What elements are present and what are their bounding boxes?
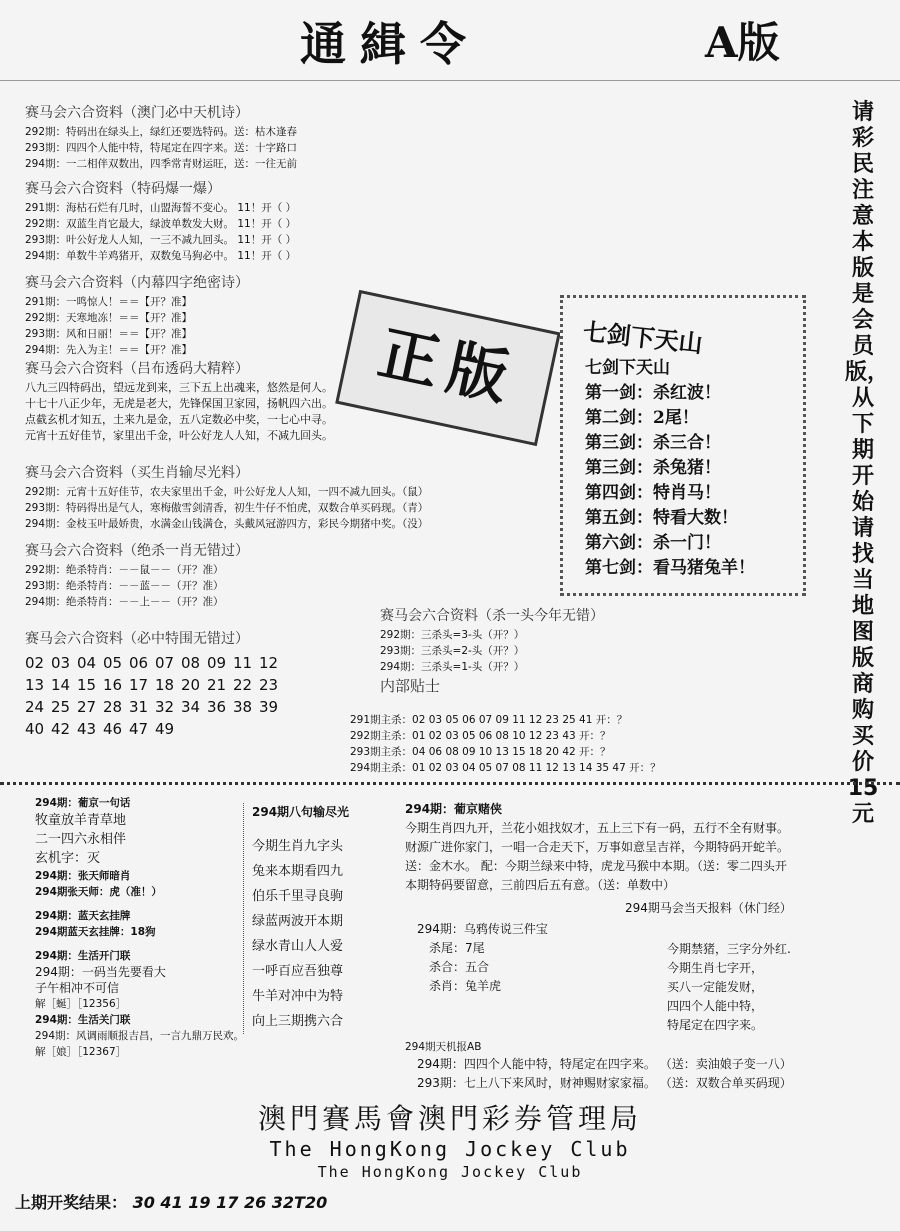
page-title: 通緝令: [300, 17, 480, 71]
special-number: 08: [181, 654, 201, 672]
seven-swords-box: [560, 295, 806, 596]
eight-lines-title: 294期八句输尽光: [252, 805, 350, 819]
section-line: 293期：绝杀特肖：－－蓝－－（开？准）: [25, 580, 224, 592]
xiu-line: 买八一定能发财，: [667, 980, 764, 994]
last-draw-result: [15, 1190, 327, 1213]
special-number: 06: [129, 654, 149, 672]
section-divider: [0, 782, 900, 785]
special-number: 18: [155, 676, 175, 694]
special-number: 40: [25, 720, 45, 738]
special-number: 23: [259, 676, 279, 694]
section-line: 292期：双蓝生肖它最大，绿波单数发大财。 11！开（ ）: [25, 218, 297, 230]
number-row: [25, 696, 325, 718]
edition-label: A版: [705, 18, 780, 67]
left-column-line: 294期：生活开门联: [35, 950, 131, 962]
section-line: 291期：一鸣惊人！＝＝【开？准】: [25, 296, 193, 308]
special-number: 21: [207, 676, 227, 694]
xiu-line: 今期生肖七字开，: [667, 961, 764, 975]
special-number: 12: [259, 654, 279, 672]
info-section: [25, 178, 545, 264]
sword-item: 第一剑：杀红波！: [585, 383, 721, 403]
section-line: 294期：绝杀特肖：－－上－－（开？准）: [25, 596, 224, 608]
sword-item: 第五剑：特看大数！: [585, 508, 738, 528]
result-label: 上期开奖结果：: [15, 1193, 128, 1212]
section-title: 赛马会六合资料（澳门必中天机诗）: [25, 105, 249, 121]
kill-head-line: 294期：三杀头=1-头（开？）: [380, 661, 525, 673]
xiu-line: 四四个人能中特，: [667, 999, 764, 1013]
section-line: 292期：元宵十五好佳节，农夫家里出千金，叶公好龙人人知，一四不减九回头。（鼠）: [25, 486, 429, 498]
middle-column: [243, 803, 412, 1034]
gambler-line: 本期特码要留意，三前四后五有意。（送：单数中）: [405, 878, 676, 892]
special-number: 13: [25, 676, 45, 694]
section-line: 293期：风和日丽！＝＝【开？准】: [25, 328, 193, 340]
section-line: 294期：先入为主！＝＝【开？准】: [25, 344, 193, 356]
special-number: 20: [181, 676, 201, 694]
section-line: 293期：叶公好龙人人知，一三不减九回头。 11！开（ ）: [25, 234, 297, 246]
special-number: 43: [77, 720, 97, 738]
poem-line: 今期生肖九字头: [252, 839, 344, 854]
poem-line: 绿蓝两波开本期: [252, 914, 344, 929]
special-number: 31: [129, 698, 149, 716]
seven-swords-list: [585, 356, 755, 581]
left-column-line: [35, 940, 245, 948]
section-line: 八九三四特码出，望远龙到来，三下五上出魂来，悠然是何人。: [25, 381, 333, 394]
footer-english-name: The HongKong Jockey Club: [269, 1137, 631, 1161]
left-column-line: 牧童放羊青草地: [35, 813, 127, 828]
special-number: 04: [77, 654, 97, 672]
section-title: 赛马会六合资料（吕布透码大精粹）: [25, 361, 249, 377]
section-line: 294期：金枝玉叶最娇贵，水满金山钱满仓，头戴风冠游四方，彩民今期猪中奖。（没）: [25, 518, 429, 530]
section-title: 赛马会六合资料（内幕四字绝密诗）: [25, 275, 249, 291]
special-number: 42: [51, 720, 71, 738]
special-number: 47: [129, 720, 149, 738]
sword-item: 第三剑：杀兔猪！: [585, 458, 721, 478]
section-line: 292期：特码出在绿头上，绿红还要选特码。送：枯木逢春: [25, 126, 298, 138]
sword-item: 第六剑：杀一门！: [585, 533, 721, 553]
poem-line: 一呼百应吾独尊: [252, 964, 344, 979]
crow-line: 杀合：五合: [429, 960, 490, 974]
tianji-title: 294期天机报AB: [405, 1041, 482, 1053]
section-title: 赛马会六合资料（绝杀一肖无错过）: [25, 543, 249, 559]
gambler-line: 财源广进你家门，一唱一合走天下，万事如意呈吉祥，今期特码开蛇羊。: [405, 840, 790, 854]
left-column-line: 294期：蓝天玄挂牌: [35, 910, 131, 922]
left-column-line: 294期：风调雨顺报吉昌，一言九鼎万民欢。: [35, 1030, 245, 1042]
kill-head-line: 293期：三杀头=2-头（开？）: [380, 645, 525, 657]
section-line: 293期：四四个人能中特，特尾定在四字来。送：十字路口: [25, 142, 298, 154]
special-number: 03: [51, 654, 71, 672]
crow-title: 294期：乌鸦传说三件宝: [417, 922, 548, 936]
member-notice: 请彩民注意本版是会员版，从下期开始请找当地图版商购买价15元: [845, 100, 890, 827]
special-number: 11: [233, 654, 253, 672]
special-number: 38: [233, 698, 253, 716]
eight-lines-poem: [252, 834, 412, 1034]
crow-lines: [417, 939, 667, 996]
special-number: 36: [207, 698, 227, 716]
left-column-line: 294期：一码当先要看大: [35, 965, 166, 979]
number-row: [25, 674, 325, 696]
info-section: [25, 540, 545, 610]
special-number: 32: [155, 698, 175, 716]
crow-block: [405, 920, 667, 1035]
section-line: 十七十八正少年，无虎是老大，先锋保国卫家园，扬帆四六出。: [25, 397, 333, 410]
section-line: 294期：单数牛羊鸡猪开，双数兔马狗必中。 11！开（ ）: [25, 250, 297, 262]
special-number: 15: [77, 676, 97, 694]
info-section: [25, 462, 545, 532]
special-number: 39: [259, 698, 279, 716]
section-line: 294期：一二相伴双数出，四季常青财运旺，送：一往无前: [25, 158, 298, 170]
kill-head-section: [380, 605, 680, 698]
kill-head-line: 292期：三杀头=3-头（开？）: [380, 629, 525, 641]
left-column-line: 解［蜒］［12356］: [35, 998, 127, 1010]
xiu-line: 今期禁猪，三字分外红.: [667, 942, 791, 956]
left-column-line: 子午相冲不可信: [35, 981, 120, 995]
left-column-line: 294期：葡京一句话: [35, 797, 131, 809]
footer-english-subname: The HongKong Jockey Club: [317, 1163, 583, 1181]
genuine-stamp: 正版: [335, 290, 561, 446]
result-numbers: 30 41 19 17 26 32T20: [132, 1193, 328, 1212]
special-number: 46: [103, 720, 123, 738]
special-number: 25: [51, 698, 71, 716]
section-title: 赛马会六合资料（必中特围无错过）: [25, 631, 249, 647]
gambler-title: 294期：葡京赌侠: [405, 802, 503, 816]
number-row: [25, 718, 325, 740]
poem-line: 伯乐千里寻良驹: [252, 889, 344, 904]
special-number: 16: [103, 676, 123, 694]
left-column-line: 二一四六永相伴: [35, 832, 127, 847]
special-number: 09: [207, 654, 227, 672]
gambler-lines: [405, 819, 900, 895]
main-kill-line: 293期主杀：04 06 08 09 10 13 15 18 20 42 开：？: [350, 746, 611, 758]
insider-tips-title: 内部贴士: [380, 677, 441, 695]
special-number: 34: [181, 698, 201, 716]
xiu-lines: [667, 920, 791, 1035]
main-kill-line: 292期主杀：01 02 03 05 06 08 10 12 23 43 开：？: [350, 730, 611, 742]
crow-line: 杀肖：兔羊虎: [429, 979, 502, 993]
crow-and-xiu-block: [405, 920, 900, 1035]
special-number: 05: [103, 654, 123, 672]
special-number: 14: [51, 676, 71, 694]
left-column: [35, 795, 245, 1060]
gambler-line: 送：金木水。 配：今期兰绿来中特，虎龙马猴中本期。（送：零二四头开: [405, 859, 787, 873]
left-column-line: 294期：张天师暗肖: [35, 870, 131, 882]
number-row: [25, 652, 325, 674]
section-title: 赛马会六合资料（买生肖输尽光料）: [25, 465, 249, 481]
left-column-line: 294期：生活关门联: [35, 1014, 131, 1026]
main-kill-line: 291期主杀：02 03 05 06 07 09 11 12 23 25 41 开：？: [350, 714, 628, 726]
horse-news-title: 294期马会当天报料（休门经）: [625, 901, 792, 915]
special-number: 27: [77, 698, 97, 716]
left-column-line: 玄机字：灭: [35, 851, 101, 866]
section-line: 元宵十五好佳节，家里出千金，叶公好龙人人知，不减九回头。: [25, 429, 333, 442]
left-column-line: [35, 900, 245, 908]
special-number: 07: [155, 654, 175, 672]
section-line: 292期：天寒地冻！＝＝【开？准】: [25, 312, 193, 324]
left-column-line: 294期张天师：虎（准！）: [35, 886, 162, 898]
special-number: 17: [129, 676, 149, 694]
left-column-line: 294期蓝天玄挂牌：18狗: [35, 926, 156, 938]
main-kill-line: 294期主杀：01 02 03 04 05 07 08 11 12 13 14 35 47 开：？: [350, 762, 661, 774]
right-column: [405, 800, 900, 1093]
tianji-lines: [405, 1055, 900, 1093]
poem-line: 绿水青山人人爱: [252, 939, 344, 954]
footer-chinese-name: 澳門賽馬會澳門彩券管理局: [257, 1102, 642, 1135]
special-number: 02: [25, 654, 45, 672]
section-line: 293期：特码得出是气人，寒梅傲雪剑清香，初生牛仔不怕虎，双数合单买码现。（青）: [25, 502, 429, 514]
section-line: 291期：海枯石烂有几时，山盟海誓不变心。 11！开（ ）: [25, 202, 297, 214]
special-number: 28: [103, 698, 123, 716]
sword-item: 第二剑：2尾！: [585, 408, 699, 428]
section-line: 点截玄机才知五，土来九是金，五八定数必中奖，一七心中寻。: [25, 413, 333, 426]
sword-item: 第四剑：特肖马！: [585, 483, 721, 503]
top-divider: [0, 80, 900, 81]
poem-line: 牛羊对冲中为特: [252, 989, 344, 1004]
sword-item: 第七剑：看马猪兔羊！: [585, 558, 755, 578]
gambler-line: 今期生肖四九开，兰花小姐找奴才，五上三下有一码，五行不全有财事。: [405, 821, 790, 835]
info-section: [25, 102, 545, 172]
kill-head-title: 赛马会六合资料（杀一头今年无错）: [380, 608, 604, 624]
poem-line: 兔来本期看四九: [252, 864, 344, 879]
special-number-grid: [25, 652, 325, 740]
sword-item: 七剑下天山: [585, 358, 670, 378]
special-number: 49: [155, 720, 175, 738]
left-column-line: 解［娘］［12367］: [35, 1046, 127, 1058]
special-number: 22: [233, 676, 253, 694]
kill-head-lines: [380, 627, 680, 675]
special-number: 24: [25, 698, 45, 716]
tianji-line: 293期：七上八下来风时，财神赐财家家福。 （送：双数合单买码现）: [417, 1076, 792, 1090]
section-line: 292期：绝杀特肖：－－鼠－－（开？准）: [25, 564, 224, 576]
crow-line: 杀尾：7尾: [429, 941, 485, 955]
section-title: 赛马会六合资料（特码爆一爆）: [25, 181, 221, 197]
main-kill-list: [350, 712, 770, 776]
sword-item: 第三剑：杀三合！: [585, 433, 721, 453]
tianji-line: 294期：四四个人能中特，特尾定在四字来。 （送：卖油娘子变一八）: [417, 1057, 792, 1071]
xiu-line: 特尾定在四字来。: [667, 1018, 764, 1032]
poem-line: 向上三期携六合: [252, 1014, 344, 1029]
seven-swords-title: 七剑下天山: [581, 317, 704, 359]
